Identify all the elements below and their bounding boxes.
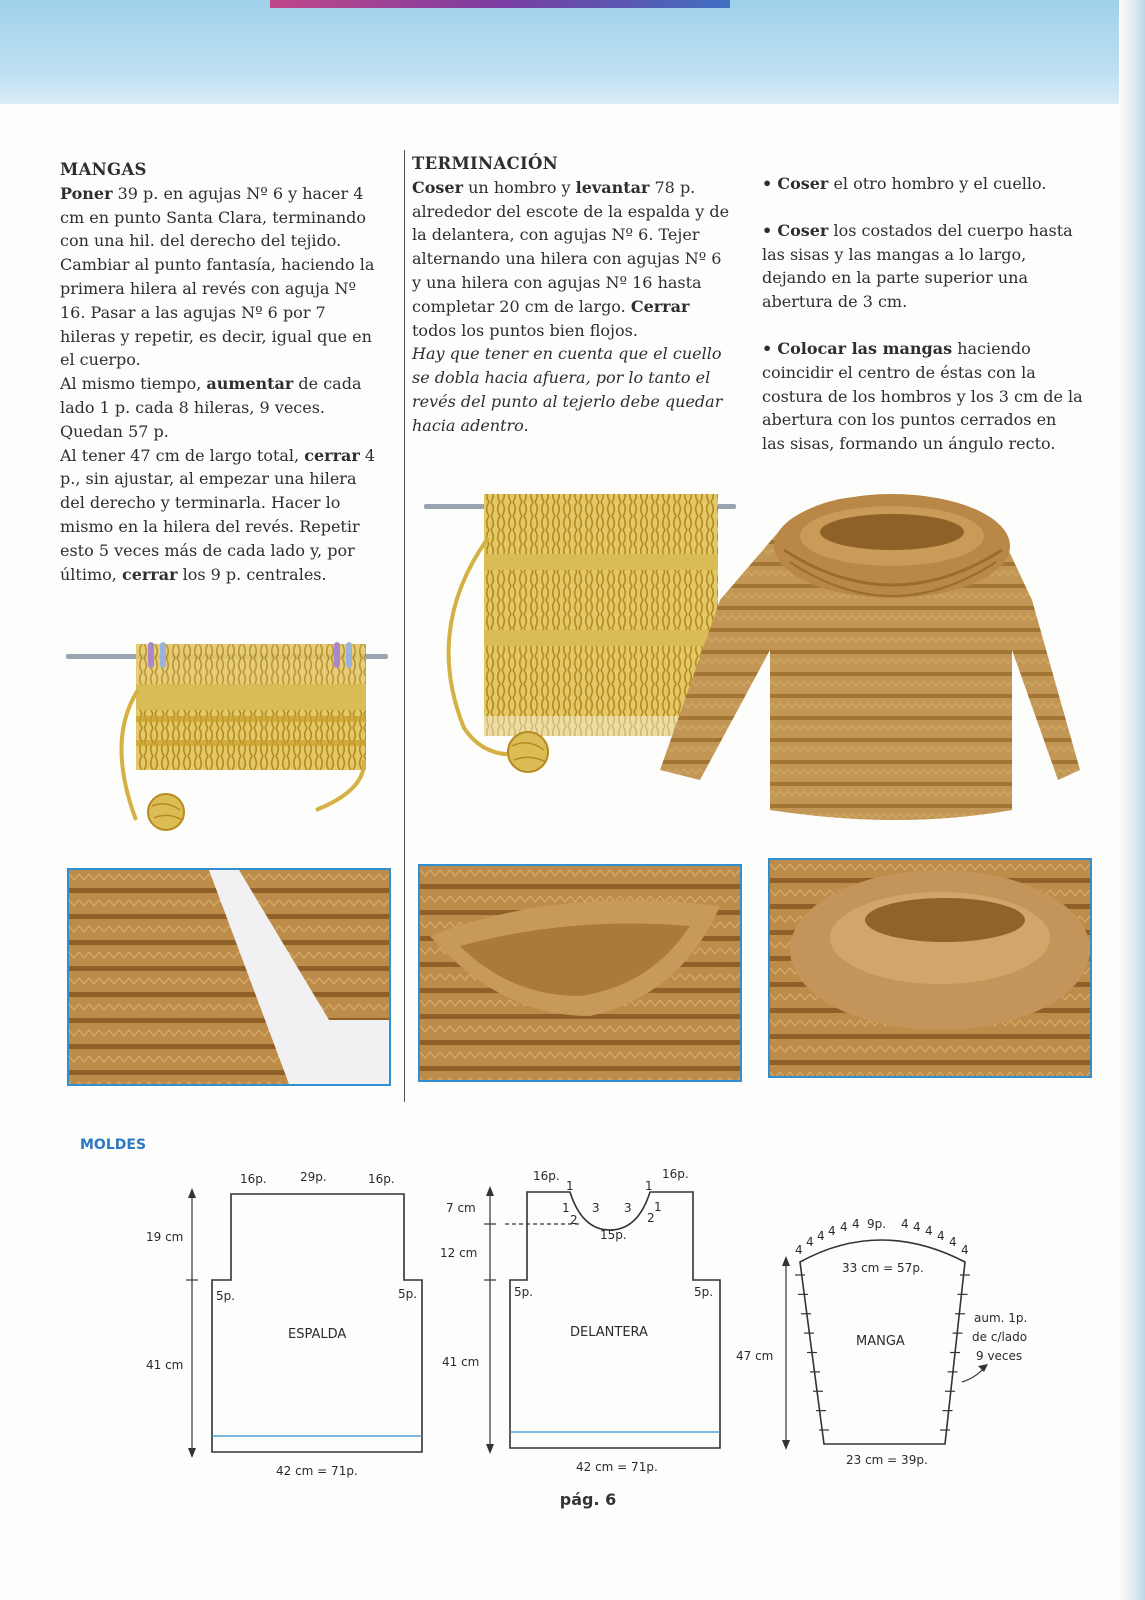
bold-term: Coser (777, 174, 829, 193)
neck-step: 1 (654, 1200, 662, 1214)
espalda-top-center: 29p. (300, 1170, 327, 1184)
mangas-section (60, 158, 386, 586)
bullet-item: • Colocar las mangas haciendo coincidir el centro de éstas con la costura de los hombros y los 3 cm de la abertura con los puntos cerrados en las sisas, formando un ángulo recto. (762, 338, 1083, 454)
neck-step: 2 (647, 1211, 655, 1225)
espalda-bottom: 42 cm = 71p. (276, 1464, 358, 1478)
bold-term: cerrar (121, 564, 178, 584)
neck-step: 1 (566, 1179, 574, 1193)
sweater-image (660, 480, 1090, 830)
bold-term: cerrar (304, 445, 360, 465)
stitch-illustration-sleeve (66, 630, 396, 840)
manga-dec-right: 4 (961, 1243, 969, 1257)
delantera-side-left: 5p. (514, 1285, 534, 1299)
terminacion-note: Hay que tener en cuenta que el cuello se dobla hacia afuera, por lo tanto el revés del punto al tejerlo debe quedar hacia adentro. (412, 344, 723, 435)
manga-increase-note: de c/lado (972, 1330, 1028, 1344)
manga-dec-right: 4 (937, 1229, 945, 1243)
manga-height: 47 cm (736, 1349, 774, 1363)
bold-term: Coser (777, 220, 829, 240)
bullet-mark: • (762, 220, 773, 240)
manga-top: 9p. (867, 1217, 887, 1231)
manga-dec-left: 4 (806, 1235, 814, 1249)
espalda-top-left: 16p. (240, 1172, 267, 1186)
detail-photo-collar-back (418, 864, 742, 1082)
mangas-paragraph-3: Al tener 47 cm de largo total, cerrar 4 p., sin ajustar, al empezar una hilera del derecho y terminarla. Hacer lo mismo en la hilera del revés. Repetir esto 5 veces más de cada lado y, por último, cerrar los 9 p. centrales. (60, 445, 376, 584)
terminacion-heading: TERMINACIÓN (412, 154, 559, 173)
manga-dec-left: 4 (795, 1243, 803, 1257)
delantera-side-right: 5p. (694, 1285, 714, 1299)
espalda-side-right: 5p. (398, 1287, 418, 1301)
bold-term: Poner (60, 183, 113, 203)
bullet-item: • Coser los costados del cuerpo hasta las sisas y las mangas a lo largo, dejando en la parte superior una abertura de 3 cm. (762, 220, 1073, 312)
manga-dec-right: 4 (913, 1220, 921, 1234)
manga-increase-note: 9 veces (976, 1349, 1023, 1363)
bold-term: levantar (575, 177, 650, 197)
espalda-height-lower: 41 cm (146, 1358, 184, 1372)
page-number: pág. 6 (559, 1490, 617, 1509)
bullet-mark: • (762, 338, 773, 358)
manga-dec-right: 4 (949, 1235, 957, 1249)
manga-increase-arrow (962, 1368, 984, 1382)
neck-step: 1 (645, 1179, 653, 1193)
manga-dec-left: 4 (817, 1229, 825, 1243)
finishing-bullets (762, 172, 1084, 479)
neck-step: 3 (592, 1201, 600, 1215)
bold-term: Colocar las mangas (777, 338, 953, 358)
bullet-mark: • (762, 174, 773, 193)
manga-dec-right: 4 (925, 1224, 933, 1238)
top-color-band (0, 0, 1145, 104)
manga-width-top: 33 cm = 57p. (842, 1261, 924, 1275)
column-divider (404, 150, 405, 1102)
neck-step: 2 (570, 1213, 578, 1227)
espalda-outline (212, 1194, 422, 1452)
mangas-paragraph-2: Al mismo tiempo, aumentar de cada lado 1 p. cada 8 hileras, 9 veces. Quedan 57 p. (60, 374, 362, 441)
moldes-heading: MOLDES (80, 1137, 147, 1153)
delantera-top-right: 16p. (662, 1167, 689, 1181)
neck-step: 3 (624, 1201, 632, 1215)
manga-increase-note: aum. 1p. (974, 1311, 1028, 1325)
manga-dec-right: 4 (901, 1217, 909, 1231)
delantera-top-left: 16p. (533, 1169, 560, 1183)
bold-term: Coser (412, 177, 464, 197)
espalda-height-upper: 19 cm (146, 1230, 184, 1244)
delantera-name: DELANTERA (570, 1325, 648, 1340)
detail-photo-collar-front (768, 858, 1092, 1078)
terminacion-section (412, 152, 734, 438)
top-stripe (270, 0, 730, 8)
manga-name: MANGA (856, 1334, 905, 1349)
delantera-height-neck: 7 cm (446, 1201, 476, 1215)
espalda-top-right: 16p. (368, 1172, 395, 1186)
bullet-item: • Coser el otro hombro y el cuello. (762, 174, 1047, 193)
manga-dec-left: 4 (840, 1220, 848, 1234)
bold-term: Cerrar (630, 296, 690, 316)
delantera-bottom: 42 cm = 71p. (576, 1460, 658, 1474)
manga-bottom: 23 cm = 39p. (846, 1453, 928, 1467)
delantera-neck-center: 15p. (600, 1228, 627, 1242)
bold-term: aumentar (206, 374, 294, 394)
manga-dec-left: 4 (828, 1224, 836, 1238)
detail-photo-sleeve-seams (67, 868, 391, 1086)
delantera-height-upper: 12 cm (440, 1246, 478, 1260)
pattern-diagrams (0, 1150, 1145, 1490)
espalda-side-left: 5p. (216, 1289, 236, 1303)
manga-dec-left: 4 (852, 1217, 860, 1231)
mangas-paragraph-1: Poner 39 p. en agujas Nº 6 y hacer 4 cm en punto Santa Clara, terminando con una hil. del derecho del tejido. Cambiar al punto fantasía, haciendo la primera hilera al revés con aguja Nº 16. Pasar a las agujas Nº 6 por 7 hileras y repetir, es decir, igual que en el cuerpo. (60, 183, 375, 370)
delantera-height-lower: 41 cm (442, 1355, 480, 1369)
mangas-heading: MANGAS (60, 160, 147, 179)
espalda-name: ESPALDA (288, 1327, 347, 1342)
manga-increase-ticks (795, 1275, 970, 1430)
neck-step: 1 (562, 1201, 570, 1215)
terminacion-paragraph: Coser un hombro y levantar 78 p. alrededor del escote de la espalda y de la delantera, con agujas Nº 6. Tejer alternando una hilera con agujas Nº 6 y una hilera con agujas Nº 16 hasta completar 20 cm de largo. Cerrar todos los puntos bien flojos. (412, 177, 730, 340)
